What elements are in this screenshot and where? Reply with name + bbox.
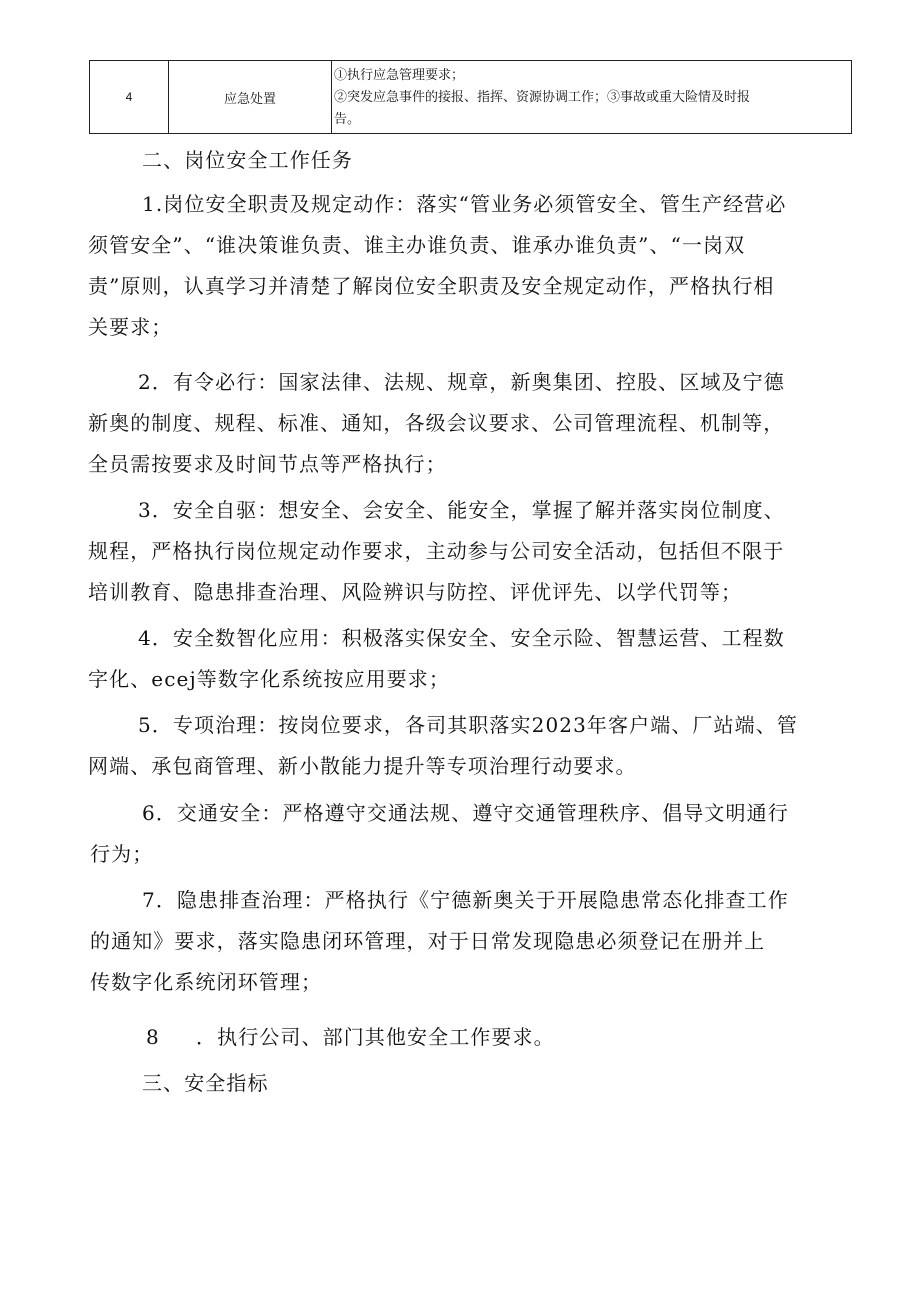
task-item-1: 1.岗位安全职责及规定动作：落实“管业务必须管安全、管生产经营必 须管安全”、“谁决策谁负责、谁主办谁负责、谁承办谁负责”、“一岗双 责”原则，认真学习并清楚了解岗位安全职责及安全规定动作，严格执行相 关要求；	[88, 192, 787, 339]
task-item-7: 7．隐患排查治理：严格执行《宁德新奥关于开展隐患常态化排查工作 的通知》要求，落实隐患闭环管理，对于日常发现隐患必须登记在册并上 传数字化系统闭环管理；	[90, 888, 789, 994]
task-item-5: 5．专项治理：按岗位要求，各司其职落实2023年客户端、厂站端、管 网端、承包商管理、新小散能力提升等专项治理行动要求。	[88, 713, 798, 778]
task-item-2: 2．有令必行：国家法律、法规、规章，新奥集团、控股、区域及宁德 新奥的制度、规程、标准、通知，各级会议要求、公司管理流程、机制等， 全员需按要求及时间节点等严格执行；	[88, 370, 785, 476]
task-item-6: 6．交通安全：严格遵守交通法规、遵守交通管理秩序、倡导文明通行 行为；	[90, 801, 789, 866]
duty-table	[89, 60, 852, 134]
description-line: ②突发应急事件的接报、指挥、资源协调工作；③事故或重大险情及时报	[334, 89, 751, 105]
task-item-4: 4．安全数智化应用：积极落实保安全、安全示险、智慧运营、工程数 字化、ecej等数字化系统按应用要求；	[88, 626, 785, 691]
item-text: ．执行公司、部门其他安全工作要求。	[196, 1025, 555, 1049]
row-description	[332, 61, 852, 134]
section-heading-tasks: 二、岗位安全工作任务	[142, 148, 353, 172]
description-line: 告。	[334, 111, 361, 127]
row-number: 4	[90, 61, 169, 134]
task-item-3: 3．安全自驱：想安全、会安全、能安全，掌握了解并落实岗位制度、 规程，严格执行岗位规定动作要求，主动参与公司安全活动，包括但不限于 培训教育、隐患排查治理、风险辨识与防控、评优评先、以学代罚等；	[88, 498, 785, 604]
section-heading-indicators: 三、安全指标	[142, 1071, 269, 1095]
table-row	[90, 61, 852, 134]
row-item: 应急处置	[169, 61, 332, 134]
task-item-8	[146, 1017, 555, 1058]
item-number: 8	[146, 1025, 160, 1049]
description-line: ①执行应急管理要求；	[334, 67, 465, 83]
